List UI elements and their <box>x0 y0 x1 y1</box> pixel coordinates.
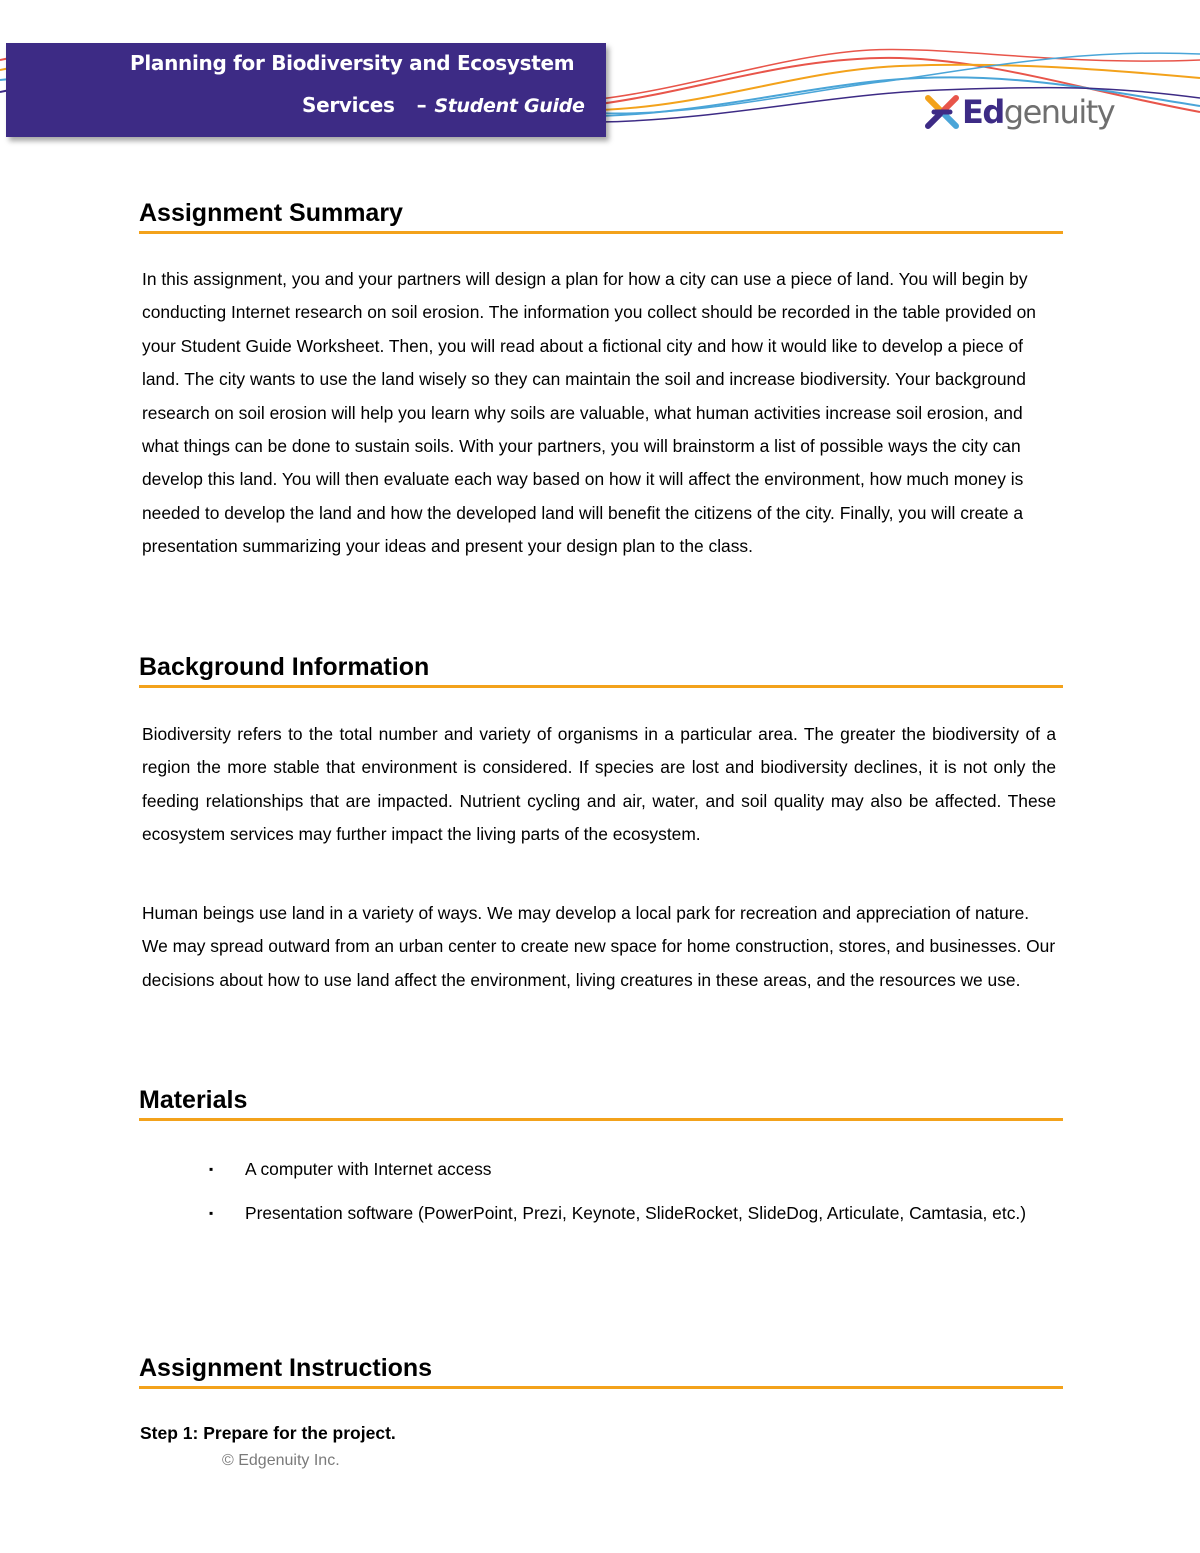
edgenuity-x-icon <box>924 94 960 130</box>
section-heading-assignment-summary: Assignment Summary <box>139 198 1063 234</box>
background-paragraph-2: Human beings use land in a variety of ways. We may develop a local park for recreation and appreciation of nature. We may spread outward from an urban center to create new space for home construction, stores, and businesses. Our decisions about how to use land affect the environment, living creatures in these areas, and the resources we use. <box>142 903 1056 990</box>
edgenuity-logo <box>924 92 1114 132</box>
step-1-heading: Step 1: Prepare for the project. <box>140 1423 396 1443</box>
section-heading-assignment-instructions: Assignment Instructions <box>139 1353 1063 1389</box>
document-title-line2 <box>302 93 585 117</box>
section-heading-materials: Materials <box>139 1085 1063 1121</box>
document-subtitle: Student Guide <box>434 95 585 117</box>
document-title-line1: Planning for Biodiversity and Ecosystem <box>130 51 575 75</box>
copyright-footer: © Edgenuity Inc. <box>222 1452 340 1469</box>
edgenuity-wordmark <box>962 94 1114 130</box>
section-heading-background-information: Background Information <box>139 652 1063 688</box>
header-banner <box>6 43 606 137</box>
document-title-services: Services <box>302 93 395 117</box>
list-item <box>206 1196 1026 1231</box>
material-item-label: A computer with Internet access <box>245 1159 492 1179</box>
materials-list <box>206 1152 1026 1240</box>
assignment-summary-text: In this assignment, you and your partners will design a plan for how a city can use a piece of land. You will begin by conducting Internet research on soil erosion. The information you collect should be recorded in the table provided on your Student Guide Worksheet. Then, you will read about a fictional city and how it would like to develop a piece of land. The city wants to use the land wisely so they can maintain the soil and increase biodiversity. Your background research on soil erosion will help you learn why soils are valuable, what human activities increase soil erosion, and what things can be done to sustain soils. With your partners, you will brainstorm a list of possible ways the city can develop this land. You will then evaluate each way based on how it will affect the environment, how much money is needed to develop the land and how the developed land will benefit the citizens of the city. Finally, you will create a presentation summarizing your ideas and present your design plan to the class. <box>142 269 1036 557</box>
bullet-icon: ▪ <box>209 1162 214 1176</box>
background-paragraph-1: Biodiversity refers to the total number and variety of organisms in a particular area. The greater the biodiversity of a region the more stable that environment is considered. If species are lost and biodiversity declines, it is not only the feeding relationships that are impacted. Nutrient cycling and air, water, and soil quality may also be affected. These ecosystem services may further impact the living parts of the ecosystem. <box>142 724 1056 844</box>
bullet-icon: ▪ <box>209 1206 214 1220</box>
logo-ed: Ed <box>962 93 1004 131</box>
material-item-label: Presentation software (PowerPoint, Prezi, Keynote, SlideRocket, SlideDog, Articulate, Camtasia, etc.) <box>245 1203 1027 1223</box>
title-dash: – <box>416 93 427 117</box>
list-item <box>206 1152 1026 1187</box>
logo-genuity: genuity <box>1003 93 1115 131</box>
